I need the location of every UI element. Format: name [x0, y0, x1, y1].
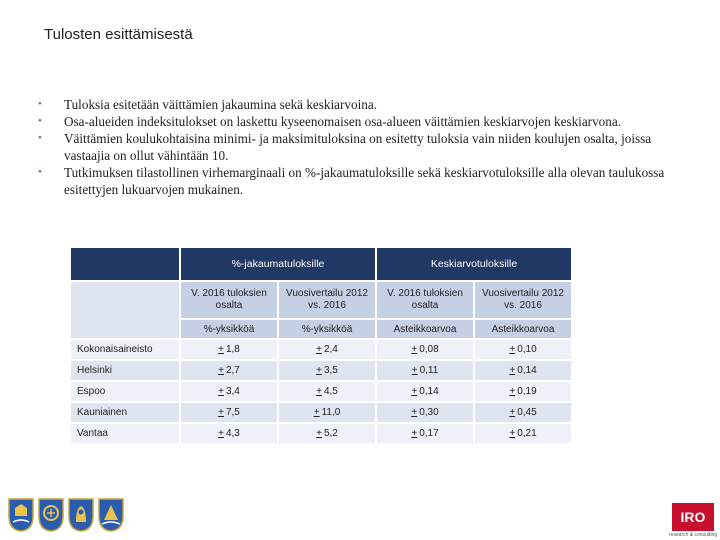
sub-header: V. 2016 tuloksien osalta — [377, 282, 473, 318]
bullet-icon: • — [38, 166, 42, 178]
bullet-item: • Osa-alueiden indeksitulokset on laskettu kyseenomaisen osa-alueen väittämien keskiarvojen keskiarvona. — [38, 114, 622, 129]
table-cell: + 0,45 — [475, 403, 571, 422]
city-crests — [8, 498, 124, 532]
iro-logo-subtitle: research & consulting — [668, 532, 718, 538]
unit-header: %-yksikköä — [279, 320, 375, 338]
bullet-list — [38, 96, 688, 198]
unit-header: Asteikkoarvoa — [377, 320, 473, 338]
helsinki-crest-icon — [8, 498, 34, 532]
table-cell: + 5,2 — [279, 424, 375, 443]
row-label: Espoo — [71, 382, 179, 401]
group-header-mean: Keskiarvotuloksille — [377, 248, 571, 280]
bullet-item: • Väittämien koulukohtaisina minimi- ja maksimituloksina on esitetty tuloksia vain niiden koulujen osalta, joissa vastaajia on ollut vähintään 10. — [38, 131, 652, 163]
margin-of-error-table — [69, 246, 573, 445]
iro-logo: IRO — [672, 503, 714, 531]
table-row — [71, 340, 571, 359]
table-row — [71, 424, 571, 443]
group-header-distribution: %-jakaumatuloksille — [181, 248, 375, 280]
bullet-icon: • — [38, 115, 42, 127]
bullet-icon: • — [38, 132, 42, 144]
table-row — [71, 382, 571, 401]
table-cell: + 0,17 — [377, 424, 473, 443]
table-cell: + 11,0 — [279, 403, 375, 422]
sub-header: Vuosivertailu 2012 vs. 2016 — [279, 282, 375, 318]
vantaa-crest-icon — [98, 498, 124, 532]
table-cell: + 3,5 — [279, 361, 375, 380]
sub-header: Vuosivertailu 2012 vs. 2016 — [475, 282, 571, 318]
table-cell: + 0,11 — [377, 361, 473, 380]
unit-header: Asteikkoarvoa — [475, 320, 571, 338]
row-label: Helsinki — [71, 361, 179, 380]
bullet-item: • Tutkimuksen tilastollinen virhemarginaali on %-jakaumatuloksille sekä keskiarvotuloksille alla olevan taulukossa esitettyjen lukuarvojen mukainen. — [38, 165, 665, 197]
table-cell: + 2,7 — [181, 361, 277, 380]
bullet-item: • Tuloksia esitetään väittämien jakaumina sekä keskiarvoina. — [38, 97, 377, 112]
table-corner — [71, 248, 179, 280]
table-cell: + 0,14 — [377, 382, 473, 401]
row-label: Kokonaisaineisto — [71, 340, 179, 359]
table-cell: + 0,14 — [475, 361, 571, 380]
table-cell: + 0,21 — [475, 424, 571, 443]
row-label: Vantaa — [71, 424, 179, 443]
unit-header: %-yksikköä — [181, 320, 277, 338]
table-cell: + 4,5 — [279, 382, 375, 401]
table-cell: + 4,3 — [181, 424, 277, 443]
row-label: Kauniainen — [71, 403, 179, 422]
table-cell: + 2,4 — [279, 340, 375, 359]
table-row — [71, 403, 571, 422]
table-corner-sub — [71, 282, 179, 338]
table-cell: + 1,8 — [181, 340, 277, 359]
table-cell: + 7,5 — [181, 403, 277, 422]
bullet-icon: • — [38, 98, 42, 110]
table-cell: + 0,30 — [377, 403, 473, 422]
table-cell: + 3,4 — [181, 382, 277, 401]
table-cell: + 0,19 — [475, 382, 571, 401]
table-row — [71, 361, 571, 380]
espoo-crest-icon — [38, 498, 64, 532]
kauniainen-crest-icon — [68, 498, 94, 532]
sub-header: V. 2016 tuloksien osalta — [181, 282, 277, 318]
table-cell: + 0,08 — [377, 340, 473, 359]
table-cell: + 0,10 — [475, 340, 571, 359]
slide-title: Tulosten esittämisestä — [44, 26, 193, 43]
